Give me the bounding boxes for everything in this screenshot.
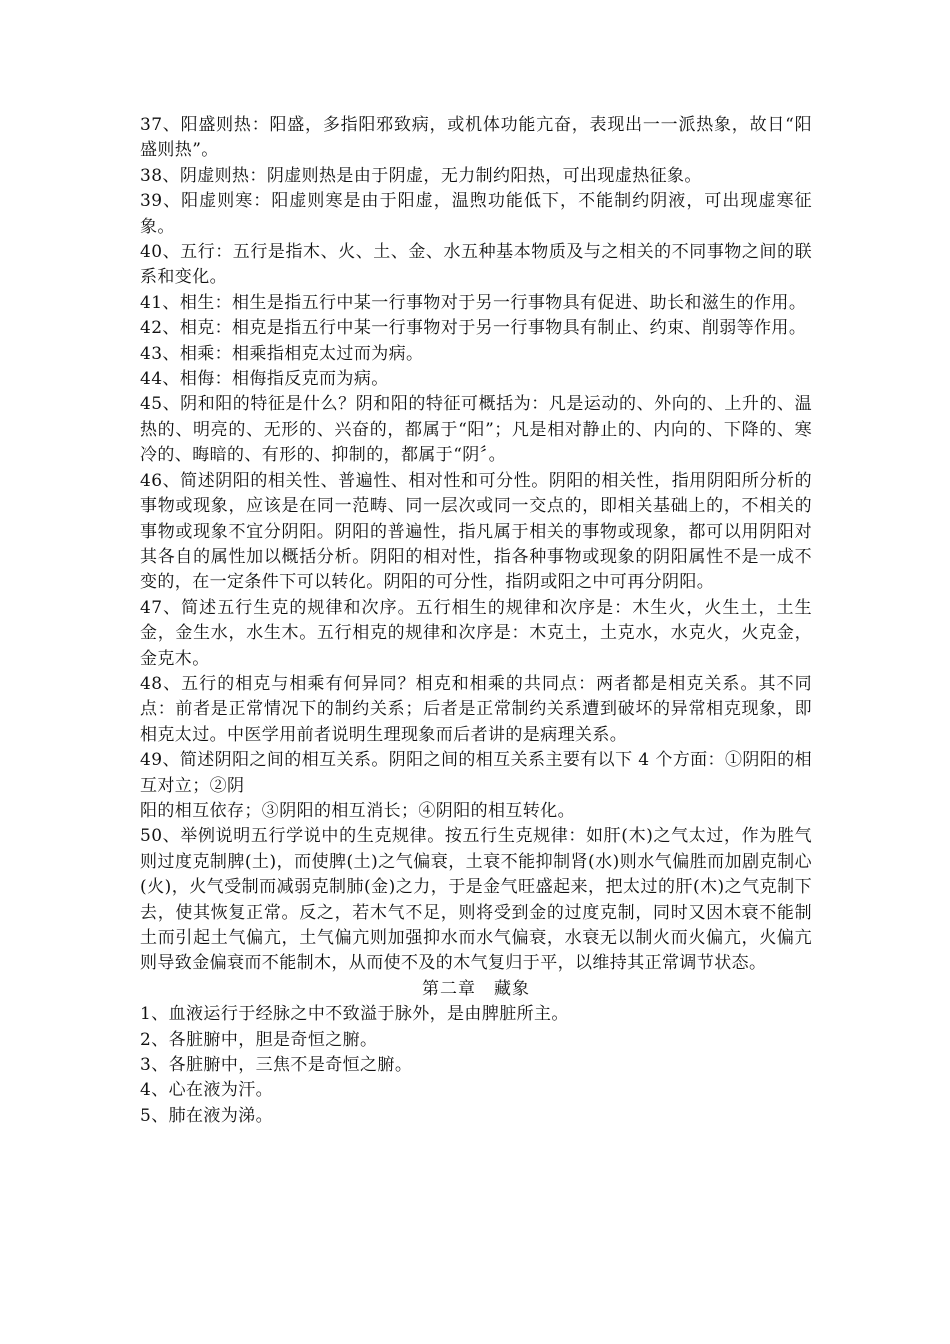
chapter-item-2: 2、各脏腑中，胆是奇恒之腑。 bbox=[140, 1029, 378, 1050]
paragraph-49: 49、简述阴阳之间的相互关系。阴阳之间的相互关系主要有以下 4 个方面：①阴阳的相互对立；②阴 bbox=[140, 750, 812, 796]
paragraph-50: 50、举例说明五行学说中的生克规律。按五行生克规律：如肝(木)之气太过，作为胜气则过度克制脾(土)，而使脾(土)之气偏衰，土衰不能抑制肾(水)则水气偏胜而加剧克制心(火)，火气受制而减弱克制肺(金)之力，于是金气旺盛起来，把太过的肝(木)之气克制下去，使其恢复正常。反之，若木气不足，则将受到金的过度克制，同时又因木衰不能制土而引起土气偏亢，土气偏亢则加强抑水而水气偏衰，水衰无以制火而火偏亢，火偏亢则导致金偏衰而不能制木，从而使不及的木气复归于平，以维持其正常调节状态。 bbox=[140, 826, 812, 974]
paragraph-46: 46、简述阴阳的相关性、普遍性、相对性和可分性。阴阳的相关性，指用阴阳所分析的事物或现象，应该是在同一范畴、同一层次或同一交点的，即相关基础上的，不相关的事物或现象不宜分阴阳。阴阳的普遍性，指凡属于相关的事物或现象，都可以用阴阳对其各自的属性加以概括分析。阴阳的相对性，指各种事物或现象的阴阳属性不是一成不变的，在一定条件下可以转化。阴阳的可分性，指阴或阳之中可再分阴阳。 bbox=[140, 470, 812, 593]
paragraph-37: 37、阳盛则热：阳盛，多指阳邪致病，或机体功能亢奋，表现出一一派热象，故日“阳盛则热”。 bbox=[140, 115, 812, 161]
paragraph-44: 44、相侮：相侮指反克而为病。 bbox=[140, 369, 389, 390]
chapter-item-4: 4、心在液为汗。 bbox=[140, 1080, 274, 1101]
paragraph-39: 39、阳虚则寒：阳虚则寒是由于阳虚，温煦功能低下，不能制约阴液，可出现虚寒征象。 bbox=[140, 191, 812, 237]
paragraph-41: 41、相生：相生是指五行中某一行事物对于另一行事物具有促进、助长和滋生的作用。 bbox=[140, 292, 807, 313]
paragraph-48: 48、五行的相克与相乘有何异同？相克和相乘的共同点：两者都是相克关系。其不同点：前者是正常情况下的制约关系；后者是正常制约关系遭到破坏的异常相克现象，即相克太过。中医学用前者说明生理现象而后者讲的是病理关系。 bbox=[140, 673, 812, 745]
paragraph-43: 43、相乘：相乘指相克太过而为病。 bbox=[140, 343, 424, 364]
paragraph-45: 45、阴和阳的特征是什么？阴和阳的特征可概括为：凡是运动的、外向的、上升的、温热的、明亮的、无形的、兴奋的，都属于“阳”；凡是相对静止的、内向的、下降的、寒冷的、晦暗的、有形的、抑制的，都属于“阴〞。 bbox=[140, 394, 812, 466]
document-body bbox=[140, 113, 812, 1129]
chapter-item-1: 1、血液运行于经脉之中不致溢于脉外，是由脾脏所主。 bbox=[140, 1004, 569, 1025]
chapter-item-3: 3、各脏腑中，三焦不是奇恒之腑。 bbox=[140, 1055, 413, 1076]
chapter-item-5: 5、肺在液为涕。 bbox=[140, 1105, 274, 1126]
paragraph-38: 38、阴虚则热：阴虚则热是由于阴虚，无力制约阳热，可出现虚热征象。 bbox=[140, 165, 702, 186]
paragraph-42: 42、相克：相克是指五行中某一行事物对于另一行事物具有制止、约束、削弱等作用。 bbox=[140, 318, 807, 339]
paragraph-47: 47、简述五行生克的规律和次序。五行相生的规律和次序是：木生火，火生土，土生金，金生水，水生木。五行相克的规律和次序是：木克土，土克水，水克火，火克金，金克木。 bbox=[140, 597, 812, 669]
chapter-heading: 第二章 藏象 bbox=[422, 978, 530, 999]
paragraph-49-continued: 阳的相互依存；③阴阳的相互消长；④阴阳的相互转化。 bbox=[140, 800, 575, 821]
paragraph-40: 40、五行：五行是指木、火、土、金、水五种基本物质及与之相关的不同事物之间的联系和变化。 bbox=[140, 242, 812, 288]
